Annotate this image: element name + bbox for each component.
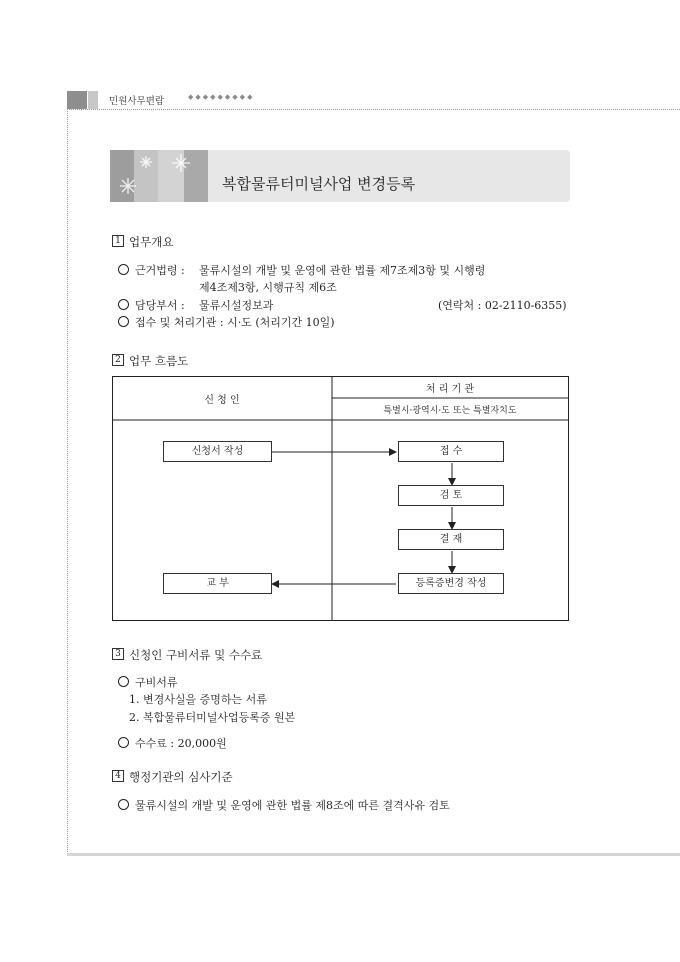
header-bar-dark xyxy=(67,91,87,109)
bullet-circle-icon xyxy=(118,264,129,275)
frame-bottom-border xyxy=(67,853,680,856)
section-title: 행정기관의 심사기준 xyxy=(129,770,233,784)
section-number: 3 xyxy=(112,648,124,660)
frame-left-border xyxy=(67,109,68,854)
section-title: 신청인 구비서류 및 수수료 xyxy=(129,648,263,662)
processing-text: 접수 및 처리기관 : 시·도 (처리기간 10일) xyxy=(135,316,335,329)
step-write-application: 신청서 작성 xyxy=(163,441,272,462)
contact: (연락처 : 02-2110-6355) xyxy=(438,299,567,312)
bullet-circle-icon xyxy=(118,676,129,687)
section-number: 2 xyxy=(112,354,124,366)
doc-item: 1. 변경사실을 증명하는 서류 xyxy=(129,693,267,706)
step-certificate: 등록증변경 작성 xyxy=(398,573,504,594)
legal-basis-line2: 제4조제3항, 시행규칙 제6조 xyxy=(199,281,337,294)
bullet-circle-icon xyxy=(118,799,129,810)
department-label: 담당부서 : xyxy=(135,299,185,312)
step-approve: 결 재 xyxy=(398,529,504,550)
frame-top-border xyxy=(67,109,680,110)
flower-icon xyxy=(110,150,210,202)
department-value: 물류시설정보과 xyxy=(199,299,274,312)
processing-row xyxy=(118,314,335,330)
docs-row xyxy=(118,674,178,690)
section-title: 업무개요 xyxy=(129,235,174,249)
column-processor: 처 리 기 관 xyxy=(425,383,475,395)
page-title: 복합물류터미널사업 변경등록 xyxy=(222,175,416,193)
section-title: 업무 흐름도 xyxy=(129,354,189,368)
legal-basis-line1: 물류시설의 개발 및 운영에 관한 법률 제7조제3항 및 시행령 xyxy=(199,264,486,277)
fee-text: 수수료 : 20,000원 xyxy=(135,737,227,750)
department-row xyxy=(118,297,185,313)
bullet-circle-icon xyxy=(118,299,129,310)
doc-item: 2. 복합물류터미널사업등록증 원본 xyxy=(129,711,296,724)
bullet-circle-icon xyxy=(118,316,129,327)
criterion-row xyxy=(118,797,450,813)
legal-basis-row xyxy=(118,262,185,278)
column-processor-sub: 특별시·광역시·도 또는 특별자치도 xyxy=(383,405,517,416)
docs-label: 구비서류 xyxy=(135,676,178,689)
fee-row xyxy=(118,735,227,751)
step-review: 검 토 xyxy=(398,485,504,506)
header-dots: ◆◆◆◆◆◆◆◆◆ xyxy=(188,93,255,101)
section-number: 1 xyxy=(112,235,124,247)
step-deliver: 교 부 xyxy=(163,573,272,594)
header-bar-light xyxy=(88,91,98,109)
bullet-circle-icon xyxy=(118,737,129,748)
section-number: 4 xyxy=(112,770,124,782)
column-applicant: 신 청 인 xyxy=(204,394,240,406)
legal-basis-label: 근거법령 : xyxy=(135,264,185,277)
running-title: 민원사무편람 xyxy=(109,96,165,107)
step-receive: 접 수 xyxy=(398,441,504,462)
criterion-text: 물류시설의 개발 및 운영에 관한 법률 제8조에 따른 결격사유 검토 xyxy=(135,799,450,812)
